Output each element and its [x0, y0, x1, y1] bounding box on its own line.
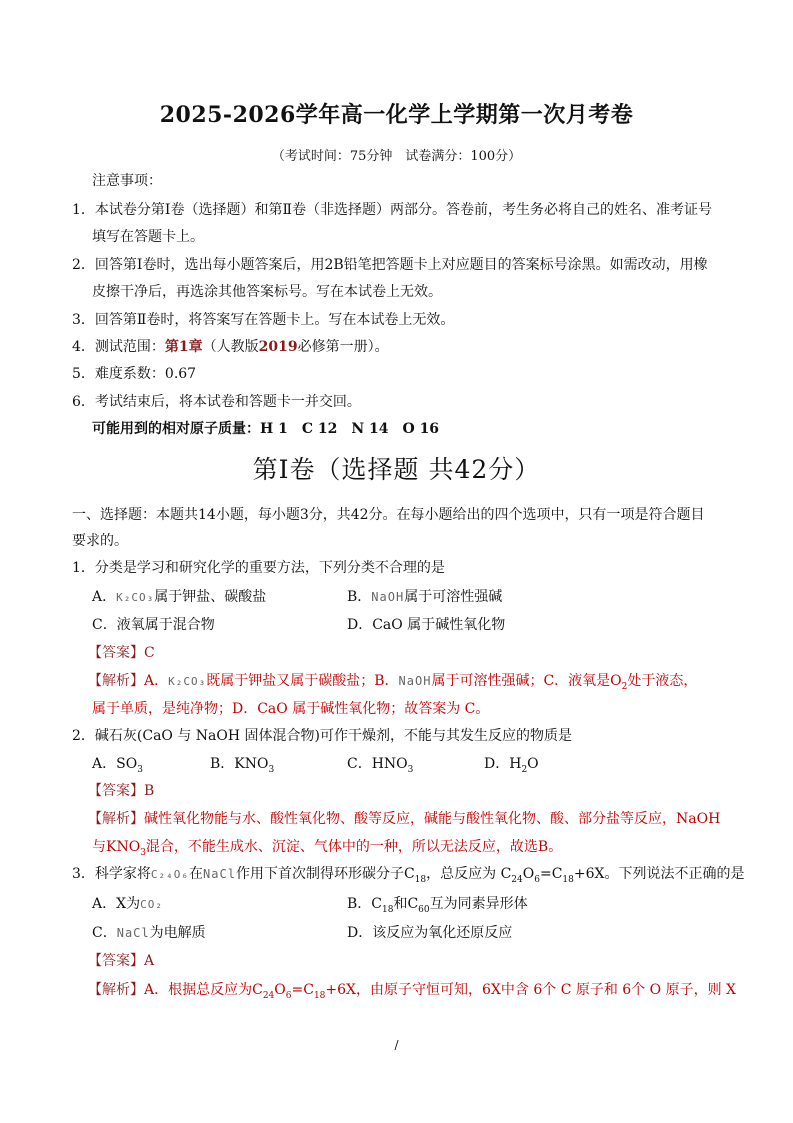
- notice-item-text: 考试结束后，将本试卷和答题卡一并交回。: [94, 394, 361, 410]
- option-label: A．: [92, 589, 117, 605]
- option-label: B．: [347, 589, 372, 605]
- subscript: 3: [137, 764, 143, 775]
- question-2-option-b: [210, 754, 274, 780]
- analysis-text: =C: [291, 982, 314, 998]
- question-1-option-d: D．CaO 属于碱性氧化物: [347, 617, 506, 633]
- question-2-option-c: [347, 754, 413, 780]
- formula-image: NaCl: [116, 926, 150, 940]
- option-text: 互为同素异形体: [429, 896, 528, 912]
- page-title: 2025-2026学年高一化学上学期第一次月考卷: [159, 102, 634, 128]
- analysis-text: +6X，由原子守恒可知，6X中含 6个 C 原子和 6个 O 原子，则 X: [325, 982, 737, 998]
- notice-item-2-cont: 皮擦干净后，再选涂其他答案标号。写在本试卷上无效。: [92, 284, 442, 300]
- formula-image: NaOH: [371, 590, 405, 604]
- subscript: 3: [140, 847, 146, 858]
- stem-text: 3．科学家将: [72, 866, 151, 882]
- stem-text: =C: [539, 866, 563, 882]
- option-text: B．KNO: [210, 756, 269, 772]
- option-text: C．: [92, 925, 117, 941]
- question-1-answer: 【答案】C: [88, 645, 155, 661]
- notice-item-num: 1．: [72, 202, 95, 218]
- subscript: 60: [418, 904, 430, 915]
- subscript: 18: [382, 904, 394, 915]
- analysis-text: 既属于钾盐又属于碳酸盐；B．: [206, 673, 399, 689]
- question-3-analysis: [88, 980, 736, 1006]
- analysis-tag: 【解析】: [88, 673, 144, 689]
- option-text: O: [527, 756, 539, 772]
- atomic-mass-line: 可能用到的相对原子质量：H 1 C 12 N 14 O 16: [92, 421, 440, 437]
- notice-item-text: 难度系数：0.67: [94, 366, 197, 382]
- scope-chapter: 第1章: [164, 339, 203, 355]
- section-title: 第Ⅰ卷（选择题 共42分）: [252, 455, 541, 484]
- question-2-analysis-cont: [92, 837, 562, 863]
- formula-image: K₂CO₃: [116, 591, 155, 604]
- option-text: 为电解质: [149, 925, 206, 941]
- subscript: 2: [521, 764, 528, 775]
- formula-image: CO₂: [140, 898, 163, 911]
- scope-label: 测试范围：: [94, 339, 165, 355]
- question-1-analysis-cont: 属于单质，是纯净物；D．CaO 属于碱性氧化物；故答案为 C。: [92, 701, 490, 717]
- subscript: 18: [562, 874, 574, 885]
- notice-item-6: [72, 392, 361, 412]
- stem-text: 在: [189, 866, 204, 882]
- stem-text: O: [522, 866, 535, 882]
- notice-item-5: [72, 364, 196, 384]
- question-1-option-b: [347, 587, 502, 607]
- analysis-text: A．: [144, 673, 169, 689]
- notice-item-3: [72, 310, 454, 330]
- option-text: B．C: [347, 896, 382, 912]
- option-text: 属于可溶性强碱: [404, 589, 503, 605]
- subscript: 18: [313, 990, 326, 1001]
- question-1-stem: 1．分类是学习和研究化学的重要方法，下列分类不合理的是: [72, 560, 445, 576]
- section-intro-cont: 要求的。: [72, 533, 128, 549]
- notice-item-text: 回答第Ⅰ卷时，选出每小题答案后，用2B铅笔把答题卡上对应题目的答案标号涂黑。如需改动，用橡: [94, 257, 708, 273]
- notice-heading: 注意事项：: [92, 173, 162, 189]
- question-3-option-c: [92, 923, 206, 943]
- scope-year: 2019: [258, 339, 298, 355]
- formula-image: NaOH: [398, 674, 432, 688]
- notice-item-1-cont: 填写在答题卡上。: [92, 229, 204, 245]
- question-1-option-c: C．液氧属于混合物: [92, 617, 215, 633]
- exam-subtitle: （考试时间：75分钟 试卷满分：100分）: [271, 149, 522, 164]
- notice-item-2: [72, 255, 708, 275]
- question-2-analysis: [88, 809, 720, 829]
- question-2-option-a: [92, 754, 143, 780]
- option-text: 属于钾盐、碳酸盐: [154, 589, 267, 605]
- notice-item-text: 回答第Ⅱ卷时，将答案写在答题卡上。写在本试卷上无效。: [94, 312, 455, 328]
- subscript: 24: [511, 874, 523, 885]
- notice-item-num: 3．: [72, 312, 95, 328]
- notice-item-4: [72, 337, 389, 357]
- analysis-text: 处于液态，: [627, 673, 698, 689]
- notice-item-num: 6．: [72, 394, 95, 410]
- question-3-option-d: D．该反应为氧化还原反应: [347, 925, 513, 941]
- scope-book: 必修第一册）。: [297, 339, 389, 355]
- question-2-answer: 【答案】B: [88, 783, 155, 799]
- analysis-tag: 【解析】: [88, 811, 144, 827]
- analysis-text: 混合，不能生成水、沉淀、气体中的一种，所以无法反应，故选B。: [145, 839, 563, 855]
- notice-item-text: 本试卷分第Ⅰ卷（选择题）和第Ⅱ卷（非选择题）两部分。答卷前，考生务必将自己的姓名、准考证号: [94, 202, 712, 218]
- notice-item-1: [72, 200, 712, 220]
- question-3-option-a: [92, 894, 163, 915]
- analysis-text: 碱性氧化物能与水、酸性氧化物、酸等反应，碱能与酸性氧化物、酸、部分盐等反应，NaOH: [144, 811, 721, 827]
- scope-edition: （人教版: [202, 339, 259, 355]
- analysis-text: 属于可溶性强碱；C．液氧是O: [431, 673, 622, 689]
- question-1-analysis: [88, 671, 697, 697]
- analysis-text: O: [274, 982, 286, 998]
- question-3-option-b: [347, 894, 528, 920]
- question-2-option-d: [484, 754, 539, 780]
- option-text: A．X为: [92, 896, 141, 912]
- option-text: A．SO: [92, 756, 138, 772]
- subscript: 24: [262, 990, 275, 1001]
- subscript: 18: [414, 874, 427, 885]
- analysis-tag: 【解析】: [88, 982, 144, 998]
- option-text: D．H: [484, 756, 522, 772]
- question-1-option-a: [92, 587, 266, 608]
- subscript: 2: [621, 681, 628, 692]
- question-3-answer: 【答案】A: [88, 953, 155, 969]
- notice-item-num: 4．: [72, 339, 95, 355]
- stem-text: ，总反应为 C: [426, 866, 512, 882]
- notice-item-num: 2．: [72, 257, 95, 273]
- section-intro: 一、选择题：本题共14小题，每小题3分，共42分。在每小题给出的四个选项中，只有一项是符合题目: [72, 507, 705, 523]
- question-3-stem: [72, 864, 744, 890]
- option-text: 和C: [393, 896, 419, 912]
- formula-image: C₂₄O₆: [150, 868, 190, 881]
- subscript: 6: [534, 874, 540, 885]
- subscript: 3: [268, 764, 275, 775]
- analysis-text: A．根据总反应为C: [144, 982, 263, 998]
- page-number: /: [394, 1038, 399, 1052]
- formula-image: K₂CO₃: [168, 675, 207, 688]
- subscript: 3: [407, 764, 414, 775]
- notice-item-num: 5．: [72, 366, 95, 382]
- question-2-stem: 2．碱石灰(CaO 与 NaOH 固体混合物)可作干燥剂，不能与其发生反应的物质是: [72, 728, 572, 744]
- subscript: 6: [285, 990, 292, 1001]
- analysis-text: 与KNO: [92, 839, 141, 855]
- stem-text: +6X。下列说法不正确的是: [573, 866, 745, 882]
- stem-text: 作用下首次制得环形碳分子C: [235, 866, 415, 882]
- formula-image: NaCl: [203, 867, 236, 881]
- option-text: C．HNO: [347, 756, 408, 772]
